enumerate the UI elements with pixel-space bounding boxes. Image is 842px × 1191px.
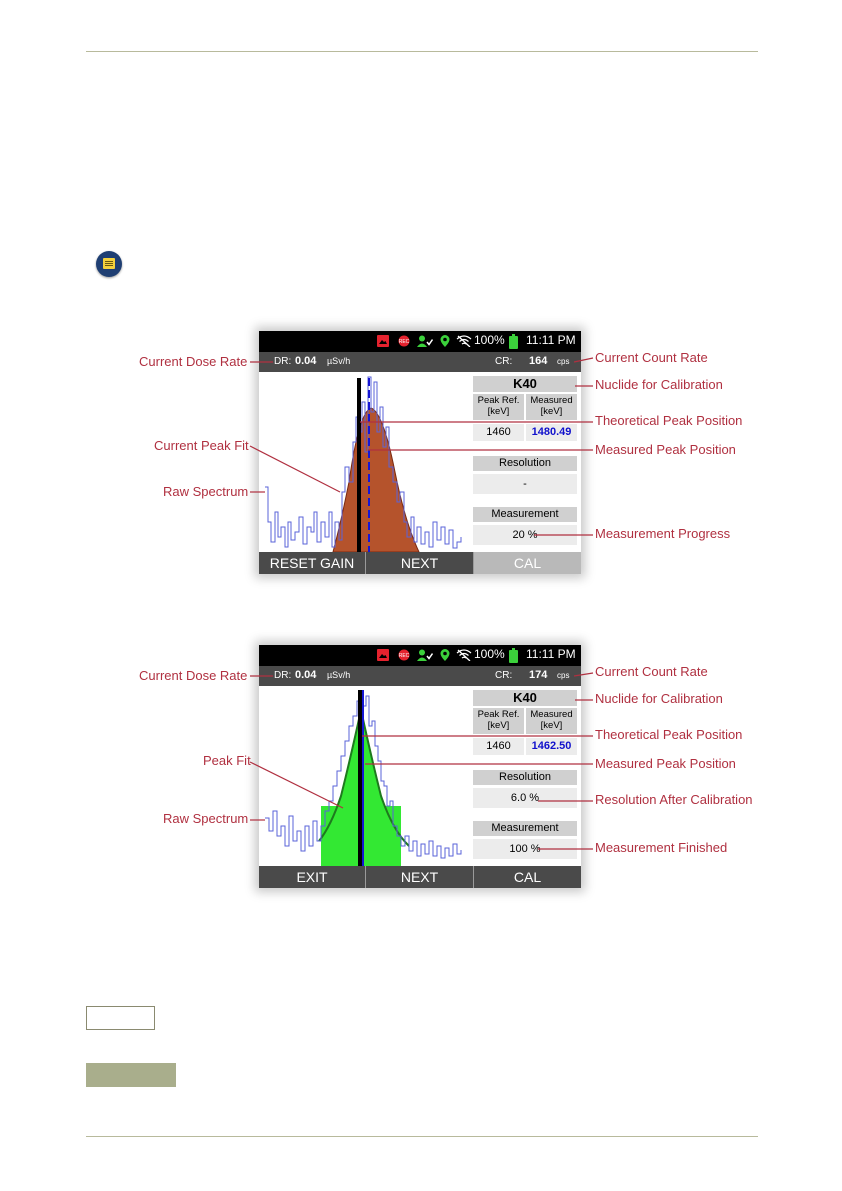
annotation-theoretical-peak: Theoretical Peak Position bbox=[595, 727, 743, 742]
annotation-nuclide: Nuclide for Calibration bbox=[595, 691, 723, 706]
peak-ref-value: 1460 bbox=[473, 738, 524, 755]
svg-text:REC: REC bbox=[398, 653, 410, 659]
annotation-count-rate: Current Count Rate bbox=[595, 664, 708, 679]
annotation-finished: Measurement Finished bbox=[595, 840, 728, 855]
battery-percent: 100% bbox=[474, 333, 505, 347]
battery-percent: 100% bbox=[474, 647, 505, 661]
empty-label-box bbox=[86, 1006, 155, 1030]
reset-gain-button[interactable]: RESET GAIN bbox=[269, 555, 355, 571]
empty-tag-box bbox=[86, 1063, 176, 1087]
resolution-value: 6.0 % bbox=[473, 788, 577, 808]
dose-rate-value: 0.04 bbox=[295, 355, 317, 367]
clock-time: 11:11 PM bbox=[526, 333, 576, 347]
count-rate-unit: cps bbox=[557, 357, 570, 366]
svg-text:REC: REC bbox=[398, 339, 410, 345]
resolution-value: - bbox=[473, 474, 577, 494]
next-button[interactable]: NEXT bbox=[400, 869, 439, 885]
annotation-raw-spectrum: Raw Spectrum bbox=[163, 484, 249, 499]
measured-header: Measured [keV] bbox=[526, 708, 577, 734]
next-button[interactable]: NEXT bbox=[400, 555, 439, 571]
annotation-peak-fit: Peak Fit bbox=[203, 753, 251, 768]
annotation-measured-peak: Measured Peak Position bbox=[595, 442, 736, 457]
annotation-dose-rate: Current Dose Rate bbox=[139, 354, 248, 369]
dose-rate-label: DR: bbox=[274, 356, 292, 367]
count-rate-unit: cps bbox=[557, 671, 570, 680]
count-rate-value: 174 bbox=[529, 669, 548, 681]
dose-rate-label: DR: bbox=[274, 670, 292, 681]
count-rate-label: CR: bbox=[495, 356, 513, 367]
nuclide-label: K40 bbox=[473, 376, 577, 392]
measured-value: 1480.49 bbox=[526, 424, 577, 441]
exit-button[interactable]: EXIT bbox=[296, 869, 328, 885]
cal-button[interactable]: CAL bbox=[474, 552, 581, 574]
annotation-nuclide: Nuclide for Calibration bbox=[595, 377, 723, 392]
dose-rate-unit: µSv/h bbox=[327, 670, 351, 680]
resolution-label: Resolution bbox=[473, 770, 577, 785]
measurement-value: 20 % bbox=[473, 525, 577, 545]
nuclide-label: K40 bbox=[473, 690, 577, 706]
cal-button[interactable]: CAL bbox=[513, 869, 542, 885]
peak-ref-header: Peak Ref. [keV] bbox=[473, 394, 524, 420]
annotation-progress: Measurement Progress bbox=[595, 526, 731, 541]
measurement-label: Measurement bbox=[473, 821, 577, 836]
annotation-measured-peak: Measured Peak Position bbox=[595, 756, 736, 771]
measured-value: 1462.50 bbox=[526, 738, 577, 755]
clock-time: 11:11 PM bbox=[526, 647, 576, 661]
measured-header: Measured [keV] bbox=[526, 394, 577, 420]
count-rate-label: CR: bbox=[495, 670, 513, 681]
annotation-dose-rate: Current Dose Rate bbox=[139, 668, 248, 683]
annotation-resolution: Resolution After Calibration bbox=[595, 792, 753, 807]
dose-rate-value: 0.04 bbox=[295, 669, 317, 681]
annotation-theoretical-peak: Theoretical Peak Position bbox=[595, 413, 743, 428]
peak-ref-value: 1460 bbox=[473, 424, 524, 441]
annotation-count-rate: Current Count Rate bbox=[595, 350, 708, 365]
annotation-peak-fit: Current Peak Fit bbox=[154, 438, 249, 453]
count-rate-value: 164 bbox=[529, 355, 548, 367]
annotation-raw-spectrum: Raw Spectrum bbox=[163, 811, 249, 826]
resolution-label: Resolution bbox=[473, 456, 577, 471]
dose-rate-unit: µSv/h bbox=[327, 356, 351, 366]
measurement-label: Measurement bbox=[473, 507, 577, 522]
measurement-value: 100 % bbox=[473, 839, 577, 859]
peak-ref-header: Peak Ref. [keV] bbox=[473, 708, 524, 734]
